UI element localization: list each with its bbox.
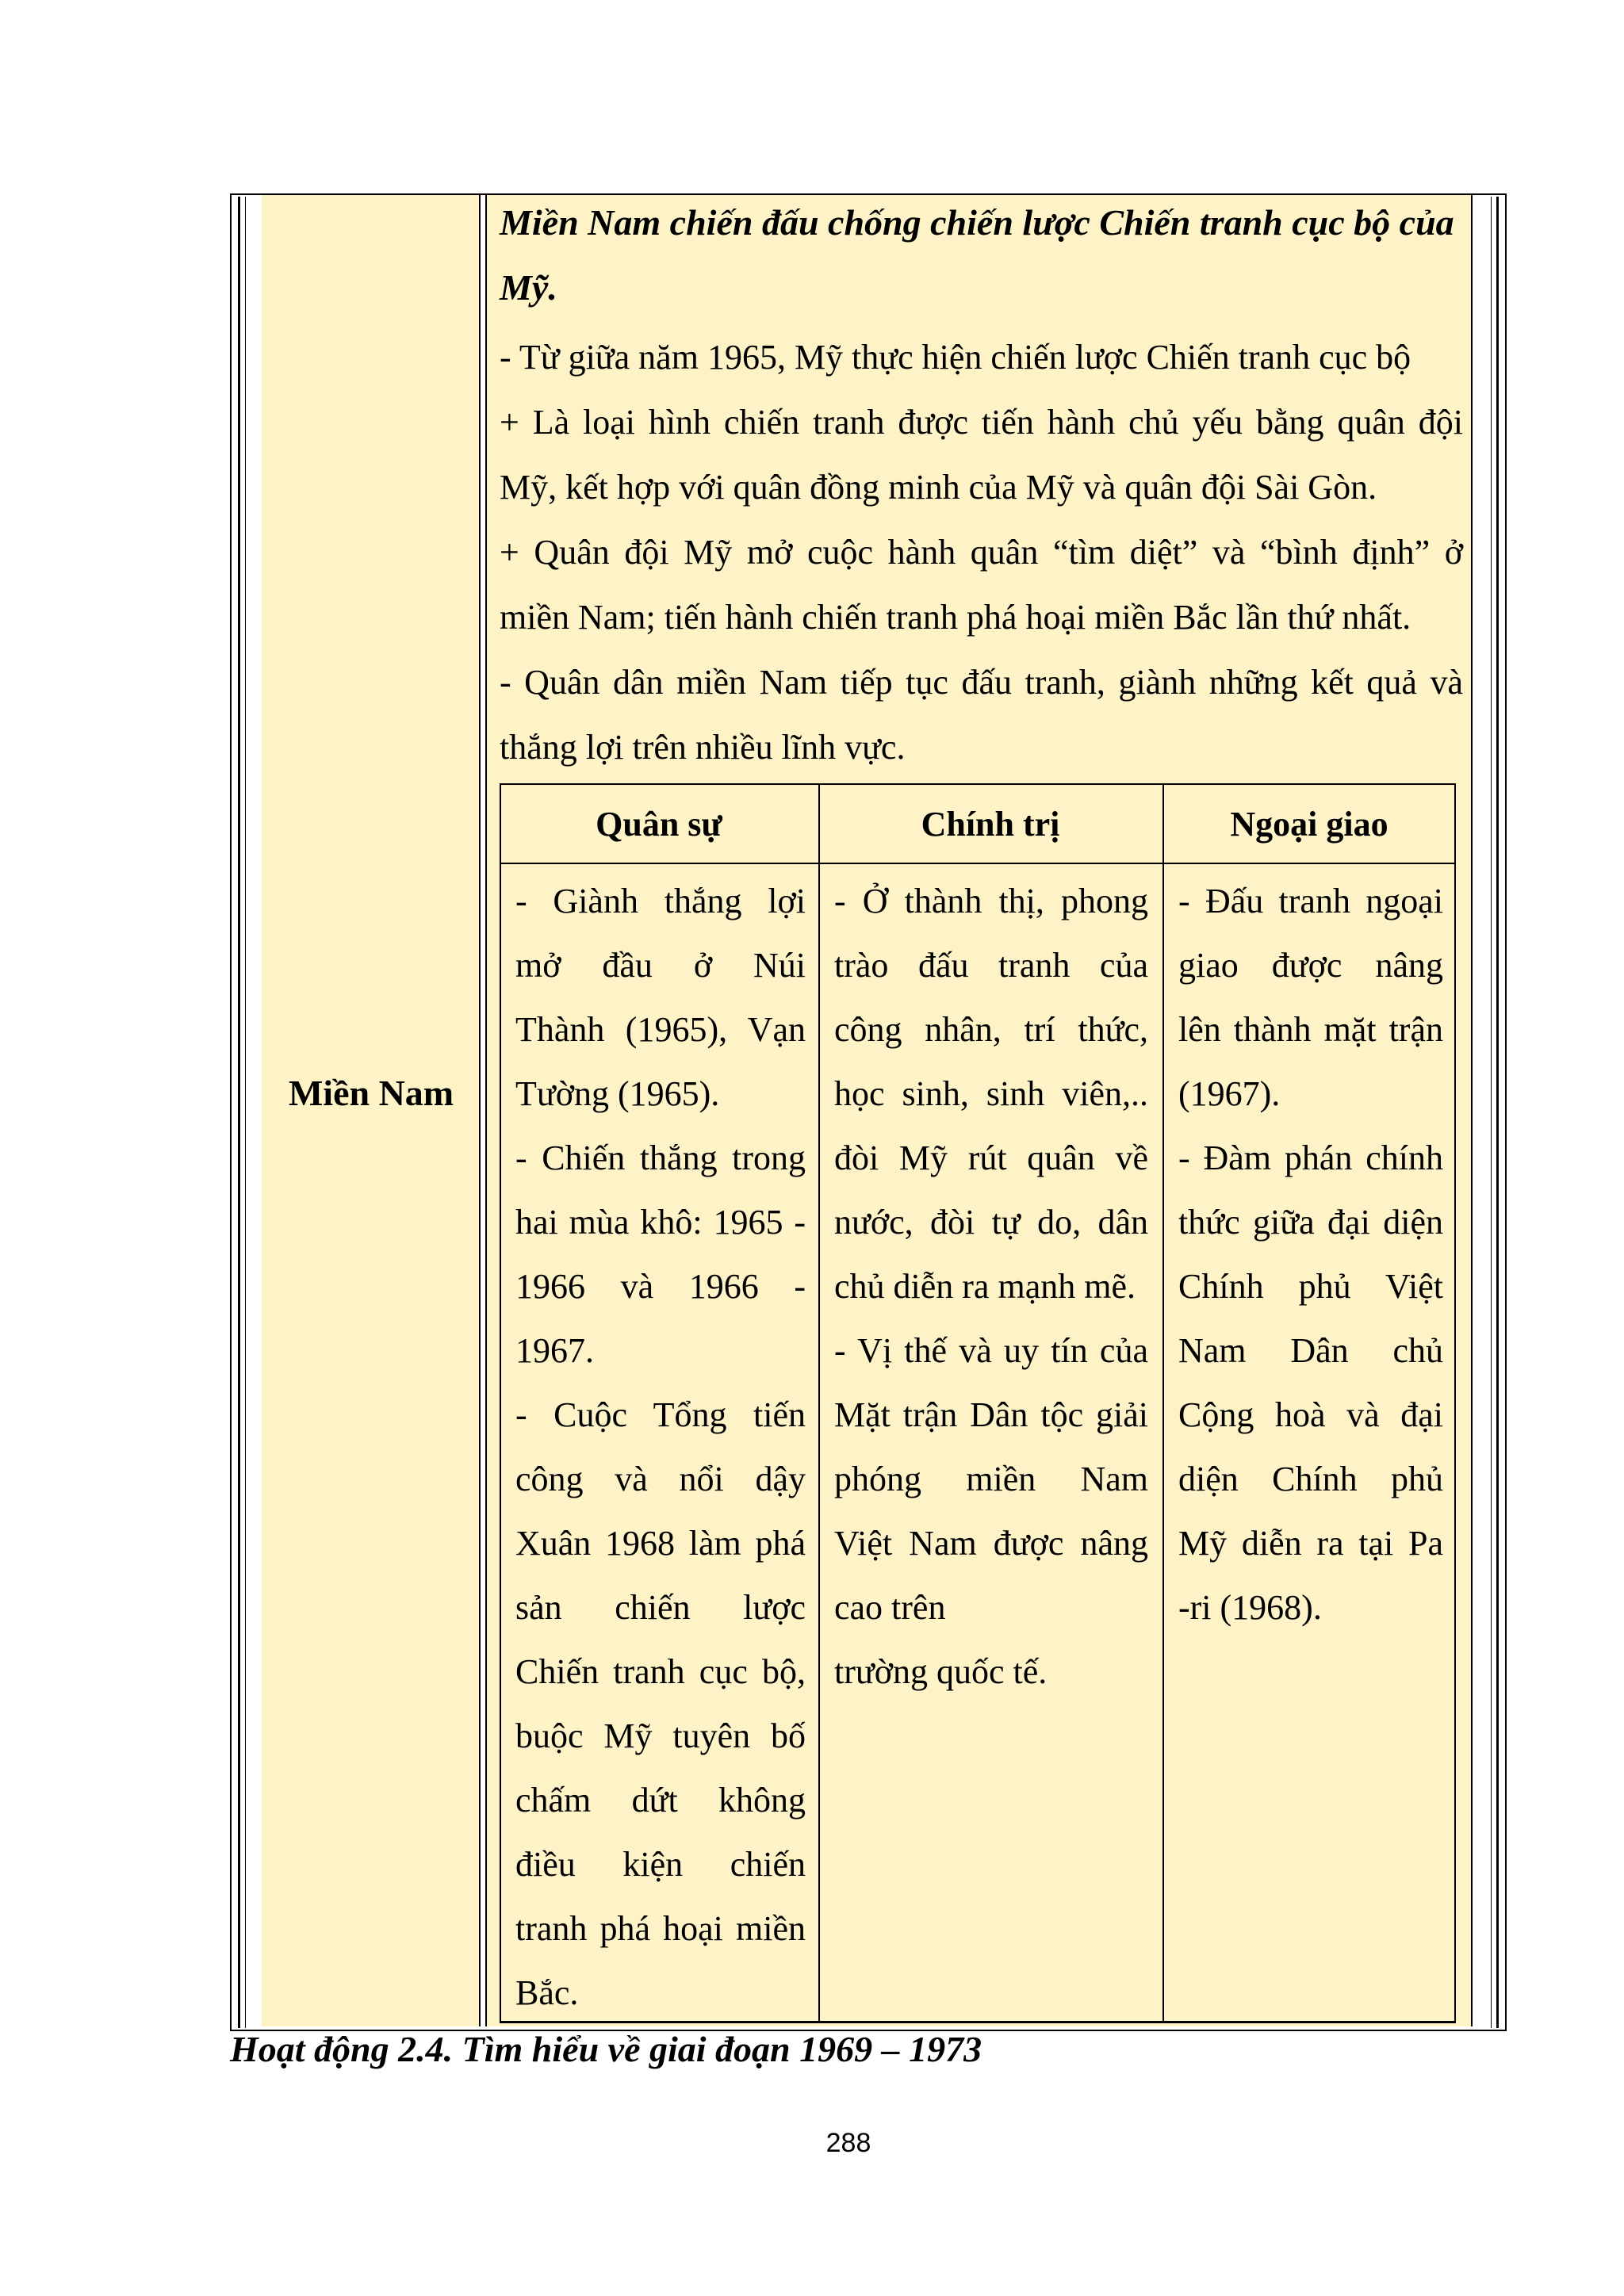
section-title-line: Miền Nam chiến đấu chống chiến lược Chiến tranh cục bộ của: [500, 202, 1454, 243]
cell-line: nước, đòi tự do, dân: [834, 1203, 1148, 1242]
paragraph-line: - Từ giữa năm 1965, Mỹ thực hiện chiến lược Chiến tranh cục bộ: [500, 338, 1411, 377]
cell-line: - Chiến thắng trong: [515, 1138, 806, 1177]
header-divider: [500, 863, 1456, 864]
cell-line: chủ diễn ra mạnh mẽ.: [834, 1267, 1136, 1306]
cell-line: Xuân 1968 làm phá: [515, 1524, 806, 1563]
section-title-line: Mỹ.: [500, 267, 557, 308]
cell-line: -ri (1968).: [1178, 1588, 1322, 1627]
cell-line: Thành (1965), Vạn: [515, 1010, 806, 1049]
paragraph-line: Mỹ, kết hợp với quân đồng minh của Mỹ và quân đội Sài Gòn.: [500, 468, 1377, 507]
cell-line: học sinh, sinh viên,..: [834, 1074, 1148, 1113]
cell-line: chấm dứt không: [515, 1781, 806, 1820]
page-number: 288: [825, 2128, 871, 2158]
cell-line: Chính phủ Việt: [1178, 1267, 1443, 1306]
cell-line: Mặt trận Dân tộc giải: [834, 1395, 1148, 1434]
cell-line: thức giữa đại diện: [1178, 1203, 1443, 1242]
cell-line: điều kiện chiến: [515, 1845, 806, 1884]
paragraph-line: + Quân đội Mỹ mở cuộc hành quân “tìm diệt” và “bình định” ở: [500, 533, 1463, 572]
cell-line: (1967).: [1178, 1074, 1281, 1113]
cell-line: 1967.: [515, 1331, 594, 1370]
section-paragraph: [500, 325, 1463, 780]
cell-line: diện Chính phủ: [1178, 1460, 1443, 1498]
cell-line: Cộng hoà và đại: [1178, 1395, 1443, 1434]
cell-line: hai mùa khô: 1965 -: [515, 1203, 806, 1242]
cell-line: trào đấu tranh của: [834, 946, 1148, 985]
paragraph-line: - Quân dân miền Nam tiếp tục đấu tranh, giành những kết quả và: [500, 663, 1463, 702]
cell-line: - Vị thế và uy tín của: [834, 1331, 1148, 1370]
cell-line: cao trên: [834, 1588, 946, 1627]
paragraph-line: miền Nam; tiến hành chiến tranh phá hoại miền Bắc lần thứ nhất.: [500, 598, 1411, 637]
cell-line: Bắc.: [515, 1973, 579, 2012]
cell-line: Mỹ diễn ra tại Pa: [1178, 1524, 1443, 1563]
cell-line: đòi Mỹ rút quân về: [834, 1138, 1148, 1177]
cell-military: [515, 869, 806, 2025]
cell-line: - Giành thắng lợi: [515, 882, 806, 920]
header-political: Chính trị: [921, 805, 1060, 844]
section-title: [500, 190, 1463, 320]
cell-line: tranh phá hoại miền: [515, 1909, 806, 1948]
cell-diplomatic: [1178, 869, 1443, 1640]
cell-line: - Ở thành thị, phong: [834, 882, 1148, 920]
cell-line: công nhân, trí thức,: [834, 1010, 1148, 1049]
cell-line: phóng miền Nam: [834, 1460, 1148, 1498]
cell-line: sản chiến lược: [515, 1588, 806, 1627]
cell-line: Chiến tranh cục bộ,: [515, 1652, 806, 1691]
cell-line: buộc Mỹ tuyên bố: [515, 1716, 806, 1755]
cell-line: - Đấu tranh ngoại: [1178, 882, 1443, 920]
activity-caption: Hoạt động 2.4. Tìm hiểu về giai đoạn 1969 – 1973: [230, 2029, 982, 2069]
header-military: Quân sự: [596, 805, 722, 844]
cell-line: mở đầu ở Núi: [515, 946, 806, 985]
cell-line: công và nổi dậy: [515, 1460, 806, 1498]
cell-line: 1966 và 1966 -: [515, 1267, 806, 1306]
header-diplomatic: Ngoại giao: [1230, 805, 1388, 844]
region-label: Miền Nam: [288, 1073, 454, 1113]
paragraph-line: thắng lợi trên nhiều lĩnh vực.: [500, 728, 906, 767]
results-table: [500, 783, 1456, 2023]
cell-line: Việt Nam được nâng: [834, 1524, 1148, 1563]
cell-line: lên thành mặt trận: [1178, 1010, 1443, 1049]
paragraph-line: + Là loại hình chiến tranh được tiến hành chủ yếu bằng quân đội: [500, 403, 1463, 442]
cell-line: Tường (1965).: [515, 1074, 720, 1113]
column-divider: [1162, 783, 1164, 2023]
cell-line: giao được nâng: [1178, 946, 1443, 985]
cell-line: - Đàm phán chính: [1178, 1138, 1443, 1177]
cell-line: Nam Dân chủ: [1178, 1331, 1443, 1370]
cell-line: trường quốc tế.: [834, 1652, 1048, 1691]
column-divider: [818, 783, 820, 2023]
cell-line: - Cuộc Tổng tiến: [515, 1395, 806, 1434]
cell-political: [834, 869, 1148, 1704]
